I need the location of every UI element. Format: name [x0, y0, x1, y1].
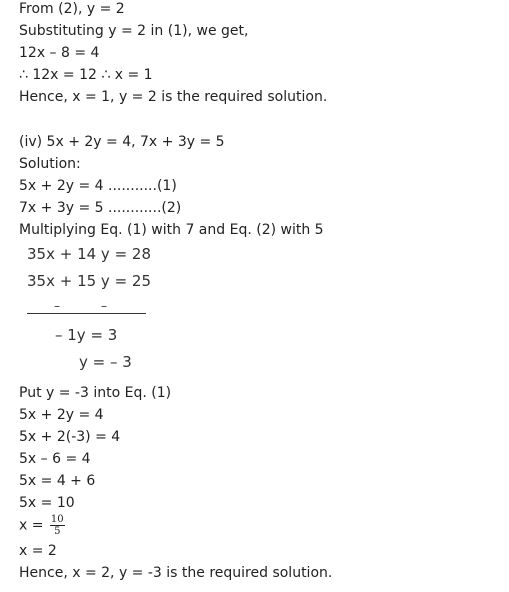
step-line: 5x = 10: [19, 495, 75, 511]
elimination-result: y = – 3: [79, 353, 132, 371]
text-line: Multiplying Eq. (1) with 7 and Eq. (2) with 5: [19, 222, 324, 238]
step-line: 5x + 2(-3) = 4: [19, 429, 121, 445]
subtraction-rule: [27, 313, 146, 314]
conclusion: Hence, x = 2, y = -3 is the required solution.: [19, 565, 333, 581]
fraction-denominator: 5: [54, 526, 61, 537]
elimination-row-2: 35x + 15 y = 25: [27, 272, 151, 290]
fraction-numerator: 10: [50, 514, 64, 525]
elimination-row-1: 35x + 14 y = 28: [27, 245, 151, 263]
subtract-sign: –: [54, 299, 60, 313]
text-line: 12x – 8 = 4: [19, 45, 100, 61]
text-line: Substituting y = 2 in (1), we get,: [19, 23, 249, 39]
text-line: From (2), y = 2: [19, 1, 125, 17]
elimination-result: – 1y = 3: [55, 326, 118, 344]
subtract-sign: –: [101, 299, 107, 313]
step-line: x = 2: [19, 543, 57, 559]
step-line: 5x + 2y = 4: [19, 407, 104, 423]
text-line: Put y = -3 into Eq. (1): [19, 385, 172, 401]
step-line: 5x – 6 = 4: [19, 451, 91, 467]
solution-label: Solution:: [19, 156, 81, 172]
equation-2: 7x + 3y = 5 ............(2): [19, 200, 182, 216]
equation-1: 5x + 2y = 4 ...........(1): [19, 178, 177, 194]
fraction: [50, 514, 65, 537]
question-heading: (iv) 5x + 2y = 4, 7x + 3y = 5: [19, 134, 225, 150]
x-prefix: x =: [19, 517, 48, 534]
text-line: ∴ 12x = 12 ∴ x = 1: [19, 67, 153, 83]
fraction-line: [19, 514, 65, 537]
text-line: Hence, x = 1, y = 2 is the required solution.: [19, 89, 328, 105]
step-line: 5x = 4 + 6: [19, 473, 96, 489]
